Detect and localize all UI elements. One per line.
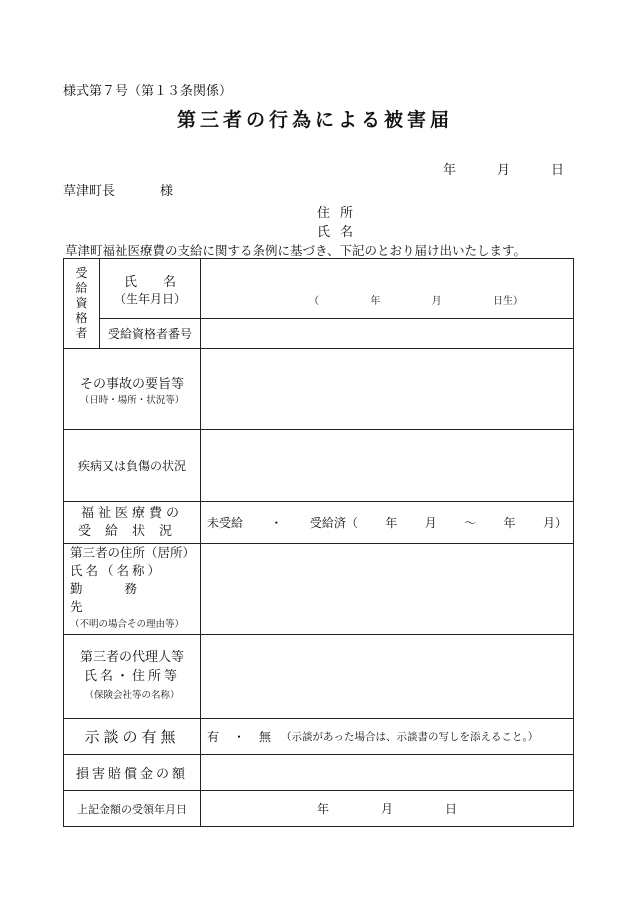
name-label: 氏 名 (123, 274, 176, 290)
applicant-name-label: 氏名 (317, 225, 364, 240)
name-input-cell[interactable] (201, 259, 574, 319)
received-date-label: 上記金額の受領年月日 (64, 791, 201, 827)
damages-label: 損害賠償金の額 (64, 755, 201, 791)
applicant-address-label: 住所 (317, 206, 364, 221)
birth-date-format: （ 年 月 日生） (309, 296, 523, 307)
welfare-status-cell[interactable] (201, 502, 574, 544)
addressee: 草津町長 (63, 184, 116, 199)
agent-label-cell (64, 635, 201, 719)
third-party-unknown-note: （不明の場合その理由等） (70, 619, 185, 630)
third-party-employer-label: 勤務先 (70, 581, 180, 614)
intro-text: 草津町福祉医療費の支給に関する条例に基づき、下記のとおり届け出いたします。 (65, 243, 527, 258)
id-label: 受給資格者番号 (100, 319, 201, 349)
third-party-name-label: 氏名（名称） (70, 563, 164, 578)
third-party-input-cell[interactable] (201, 544, 574, 635)
accident-input-cell[interactable] (201, 349, 574, 430)
date-day-label: 日 (551, 163, 565, 178)
date-month-label: 月 (497, 163, 511, 178)
accident-label-cell (64, 349, 201, 430)
damages-input-cell[interactable] (201, 755, 574, 791)
welfare-status: 未受給 ・ 受給済（ 年 月 ～ 年 月） (207, 516, 567, 530)
welfare-label-line2: 受給状況 (77, 523, 186, 539)
agent-label-line3: （保険会社等の名称） (84, 690, 180, 701)
settlement-value: 有 ・ 無 （示談があった場合は、示談書の写しを添えること。） (207, 730, 539, 744)
welfare-label-line1: 福祉医療費の (80, 505, 183, 521)
third-party-address-label: 第三者の住所（居所） (70, 545, 196, 560)
id-input-cell[interactable] (201, 319, 574, 349)
accident-label: その事故の要旨等 (79, 376, 184, 392)
form-number: 様式第７号（第１３条関係） (63, 84, 233, 99)
received-date-cell[interactable] (201, 791, 574, 827)
third-party-label-cell (64, 544, 201, 635)
injury-input-cell[interactable] (201, 430, 574, 502)
settlement-label: 示談の有無 (64, 719, 201, 755)
report-form-table (63, 258, 574, 827)
agent-label-line1: 第三者の代理人等 (79, 650, 184, 665)
birth-label: （生年月日） (113, 291, 186, 306)
settlement-cell[interactable] (201, 719, 574, 755)
agent-input-cell[interactable] (201, 635, 574, 719)
welfare-label-cell (64, 502, 201, 544)
received-date-format: 年 月 日 (316, 802, 457, 816)
name-label-cell (100, 259, 201, 319)
addressee-honorific: 様 (160, 184, 174, 199)
accident-sublabel: （日時・場所・状況等） (79, 394, 185, 406)
recipient-header: 受 給 資 格 者 (64, 259, 100, 349)
injury-label: 疾病又は負傷の状況 (64, 430, 201, 502)
date-year-label: 年 (443, 163, 457, 178)
page-title: 第三者の行為による被害届 (176, 109, 453, 131)
settlement-note: （示談があった場合は、示談書の写しを添えること。） (281, 731, 539, 743)
agent-label-line2: 氏名・住所等 (83, 669, 180, 684)
